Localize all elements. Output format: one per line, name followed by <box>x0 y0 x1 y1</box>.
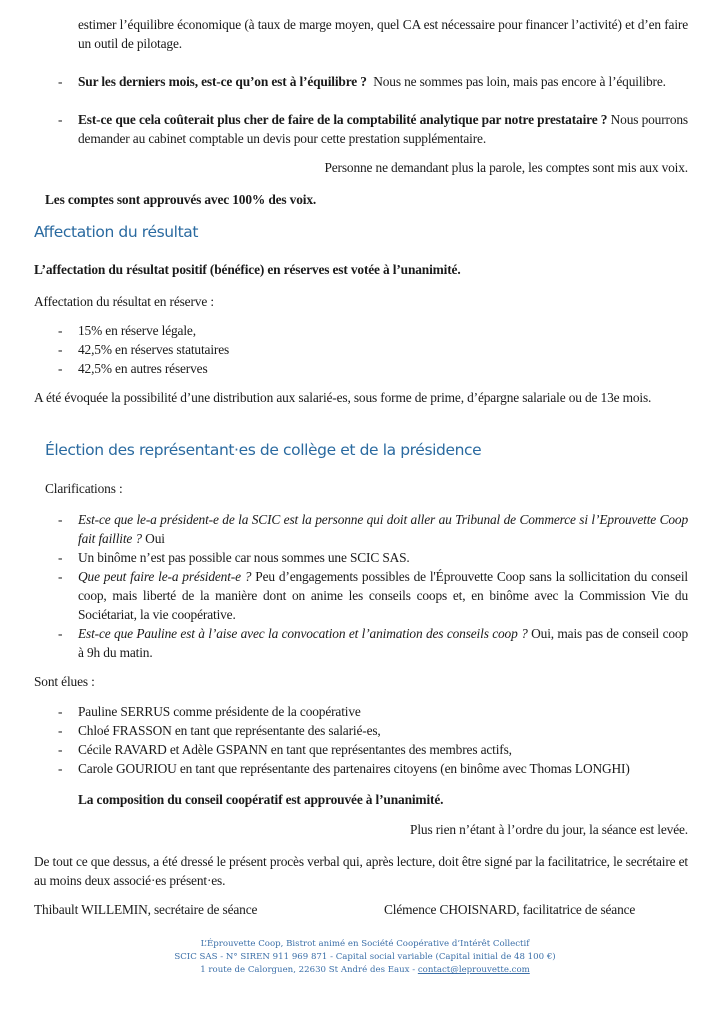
bullet-marker: - <box>58 569 63 584</box>
bullet-marker: - <box>58 342 63 357</box>
session-adjourned: Plus rien n’étant à l’ordre du jour, la séance est levée. <box>410 822 688 837</box>
clarification-answer: Peu d’engagements possibles de l'Éprouvette Coop sans la sollicitation du conseil coop, mais liberté de la manière dont on anime les conseils coops et, en binôme avec la Commission Vie du Sociétariat, la vie coopérative. <box>78 569 688 622</box>
signatory-facilitator: Clémence CHOISNARD, facilitatrice de séance <box>384 902 636 917</box>
answer-text: Nous pourrons demander au cabinet comptable un devis pour cette prestation supplémentaire. <box>78 112 688 146</box>
section-heading-election: Élection des représentant·es de collège et de la présidence <box>45 441 482 459</box>
section-heading-affectation: Affectation du résultat <box>34 223 199 241</box>
question-item <box>78 72 688 91</box>
bullet-marker: - <box>58 761 63 776</box>
clarification-question: Est-ce que Pauline est à l’aise avec la convocation et l’animation des conseils coop ? <box>78 626 528 641</box>
vote-note: Personne ne demandant plus la parole, les comptes sont mis aux voix. <box>324 160 688 175</box>
affectation-intro: Affectation du résultat en réserve : <box>34 294 214 309</box>
elected-item: Carole GOURIOU en tant que représentante des partenaires citoyens (en binôme avec Thomas LONGHI) <box>78 761 630 776</box>
footer-line-2: SCIC SAS - N° SIREN 911 969 871 - Capital social variable (Capital initial de 48 100 €) <box>174 952 556 962</box>
bullet-marker: - <box>58 742 63 757</box>
bullet-marker: - <box>58 74 63 89</box>
bullet-marker: - <box>58 626 63 641</box>
elected-item: Chloé FRASSON en tant que représentante des salarié-es, <box>78 723 381 738</box>
closing-statement: De tout ce que dessus, a été dressé le présent procès verbal qui, après lecture, doit être signé par la facilitatrice, le secrétaire et au moins deux associé·es présent·es. <box>34 854 688 888</box>
accounts-approved: Les comptes sont approuvés avec 100% des voix. <box>45 192 317 207</box>
intro-continuation: estimer l’équilibre économique (à taux de marge moyen, quel CA est nécessaire pour financer l’activité) et d’en faire un outil de pilotage. <box>78 17 688 51</box>
clarification-item <box>78 548 688 567</box>
footer <box>150 938 580 977</box>
affectation-decision: L’affectation du résultat positif (bénéfice) en réserves est votée à l’unanimité. <box>34 262 461 277</box>
question-item <box>78 110 688 148</box>
question-text: Sur les derniers mois, est-ce qu’on est à l’équilibre ? <box>78 74 367 89</box>
footer-line-3 <box>150 964 580 977</box>
footer-line-1: L’Éprouvette Coop, Bistrot animé en Société Coopérative d’Intérêt Collectif <box>200 939 530 949</box>
bullet-marker: - <box>58 723 63 738</box>
clarification-question: Que peut faire le-a président-e ? <box>78 569 252 584</box>
clarification-answer: Oui, mais pas de conseil coop à 9h du matin. <box>78 626 688 660</box>
reserve-item: 42,5% en autres réserves <box>78 361 208 376</box>
reserve-item: 15% en réserve légale, <box>78 323 196 338</box>
bullet-marker: - <box>58 361 63 376</box>
footer-email-link[interactable]: contact@leprouvette.com <box>417 965 530 975</box>
answer-text: Nous ne sommes pas loin, mais pas encore à l’équilibre. <box>373 74 666 89</box>
clarification-item <box>78 624 688 662</box>
elected-item: Cécile RAVARD et Adèle GSPANN en tant que représentantes des membres actifs, <box>78 742 512 757</box>
clarification-answer: Oui <box>145 531 165 546</box>
clarification-item <box>78 510 688 548</box>
bullet-marker: - <box>58 704 63 719</box>
distribution-note: A été évoquée la possibilité d’une distribution aux salarié-es, sous forme de prime, d’épargne salariale ou de 13e mois. <box>34 390 652 405</box>
clarification-item <box>78 567 688 624</box>
elected-label: Sont élues : <box>34 674 95 689</box>
signatory-secretary: Thibault WILLEMIN, secrétaire de séance <box>34 902 258 917</box>
elected-item: Pauline SERRUS comme présidente de la coopérative <box>78 704 361 719</box>
council-approval: La composition du conseil coopératif est approuvée à l’unanimité. <box>78 792 444 807</box>
question-text: Est-ce que cela coûterait plus cher de faire de la comptabilité analytique par notre prestataire ? <box>78 112 608 127</box>
clarification-question: Est-ce que le-a président-e de la SCIC est la personne qui doit aller au Tribunal de Commerce si l’Eprouvette Coop fait faillite ? <box>78 512 688 546</box>
bullet-marker: - <box>58 112 63 127</box>
clarification-answer: Un binôme n’est pas possible car nous sommes une SCIC SAS. <box>78 550 410 565</box>
reserve-item: 42,5% en réserves statutaires <box>78 342 230 357</box>
footer-address: 1 route de Calorguen, 22630 St André des Eaux - <box>200 965 418 975</box>
bullet-marker: - <box>58 550 63 565</box>
bullet-marker: - <box>58 512 63 527</box>
bullet-marker: - <box>58 323 63 338</box>
clarifications-label: Clarifications : <box>45 481 123 496</box>
